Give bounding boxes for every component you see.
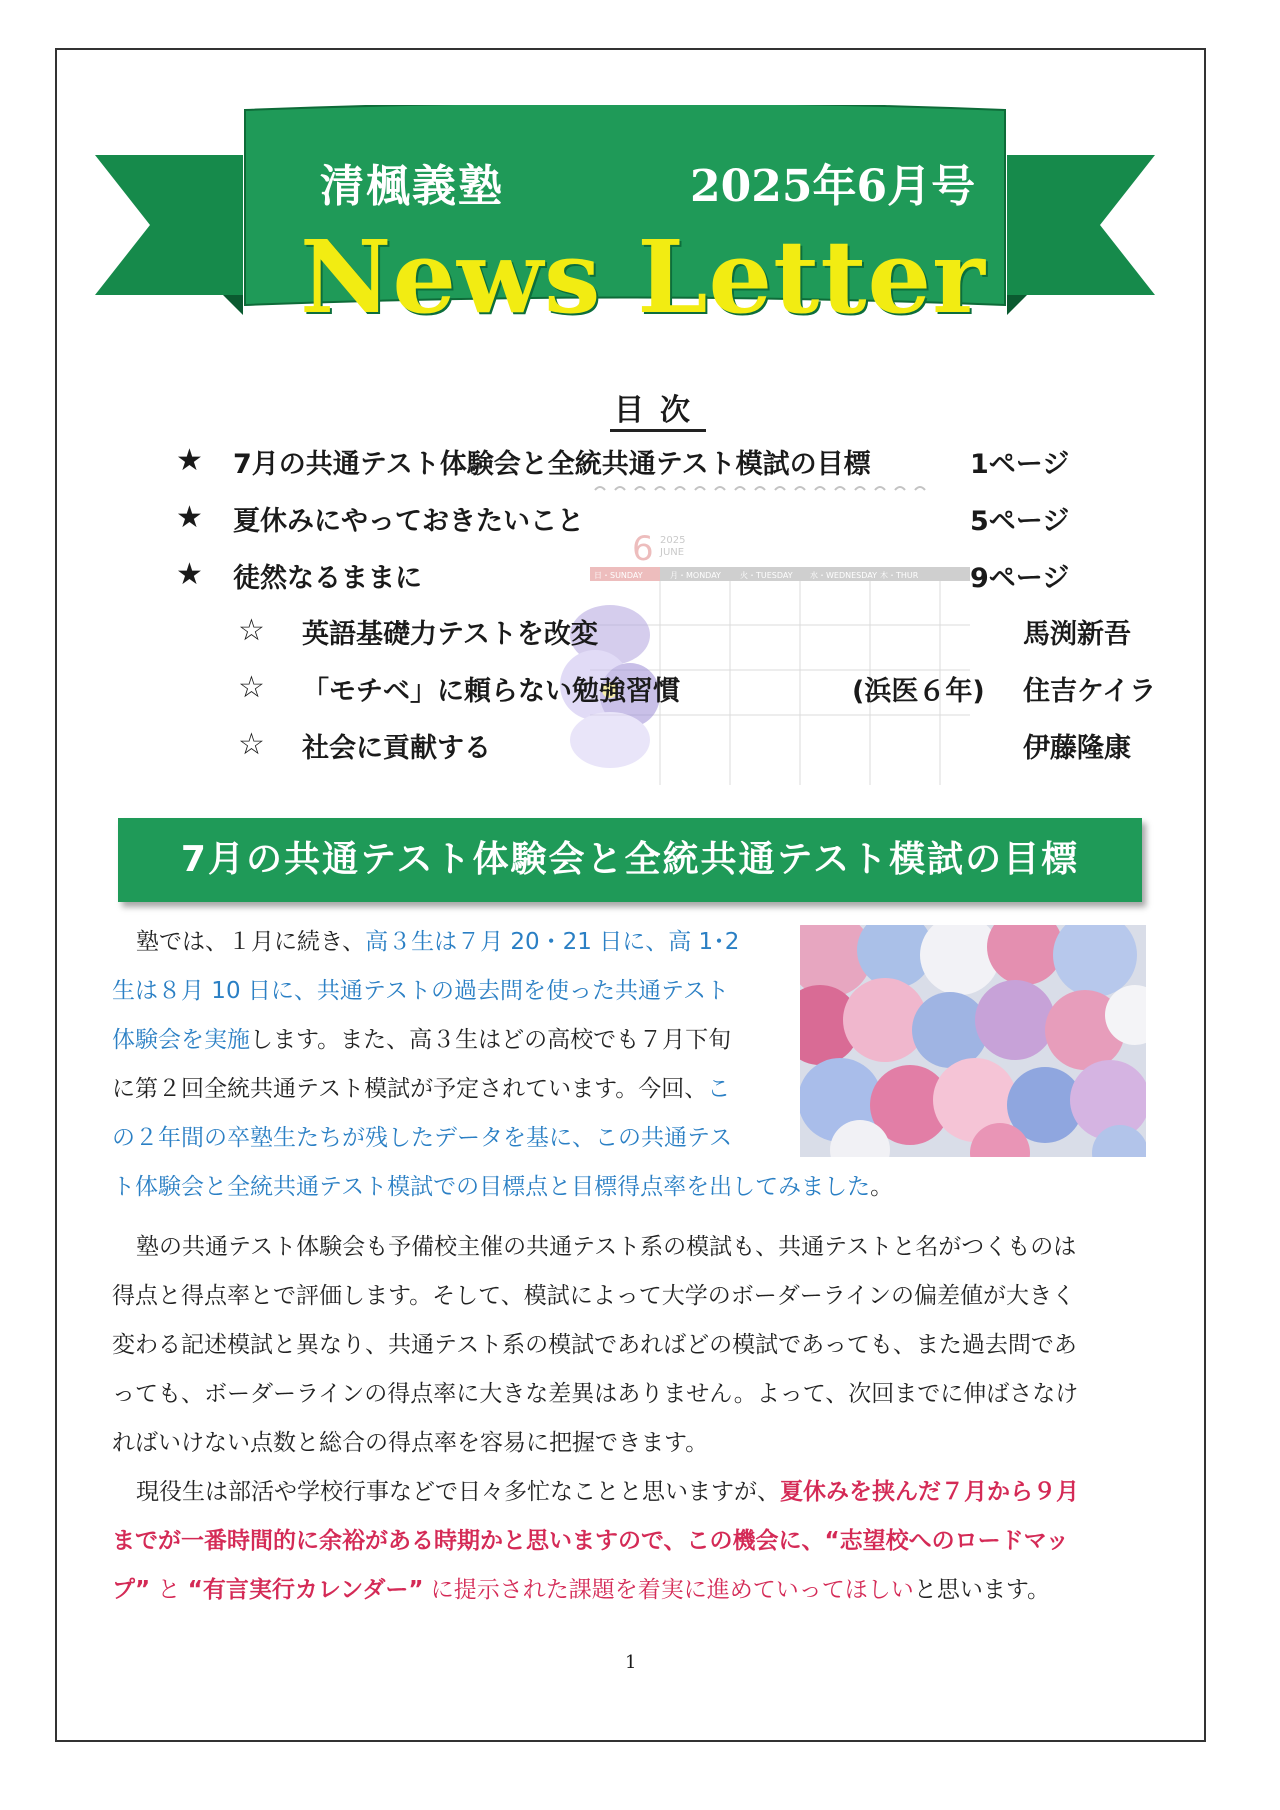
p3-text: 現役生は部活や学校行事などで日々多忙なことと思いますが、	[136, 1479, 780, 1505]
toc-item-2-page: 5ページ	[970, 506, 1070, 537]
p3-text-red: と	[150, 1577, 188, 1603]
calendar-year: 2025	[660, 535, 686, 546]
paragraph-1	[112, 918, 792, 1163]
calendar-day-mon: 月・MONDAY	[670, 571, 721, 580]
calendar-month: 6	[632, 529, 654, 569]
paragraph-3	[112, 1468, 1152, 1615]
issue-date: 2025年6月号	[690, 161, 976, 212]
toc-item-1-title: 7月の共通テスト体験会と全統共通テスト模試の目標	[233, 449, 871, 480]
toc-sub-item-1-author: 馬渕新吾	[1023, 619, 1131, 650]
toc-heading: 目次	[610, 385, 706, 432]
toc-sub-star-3: ☆	[238, 727, 265, 762]
toc-star-3: ★	[176, 557, 203, 592]
school-name: 清楓義塾	[320, 161, 504, 212]
calendar-day-wed: 水・WEDNESDAY	[810, 571, 877, 580]
p3-highlight: “志望校へのロードマッ	[824, 1528, 1069, 1554]
p3-text-red: に提示された課題を着実に進めていってほしい	[423, 1577, 914, 1603]
p1-line: 生は８月 10 日に、共通テストの過去問を使った共通テスト	[112, 978, 730, 1004]
calendar-day-tue: 火・TUESDAY	[740, 571, 793, 580]
p1-highlight: 高３生は７月 20・21 日に、高 1･2	[365, 929, 740, 955]
p3-highlight: “有言実行カレンダー”	[187, 1577, 424, 1603]
toc-item-3-page: 9ページ	[970, 563, 1070, 594]
toc-sub-star-1: ☆	[238, 613, 265, 648]
toc-sub-item-2-note: (浜医６年)	[852, 676, 985, 707]
paragraph-1-end	[112, 1163, 1142, 1212]
p2-line: 変わる記述模試と異なり、共通テスト系の模試であればどの模試であっても、また過去問であ	[112, 1332, 1077, 1358]
section-title: 7月の共通テスト体験会と全統共通テスト模試の目標	[118, 818, 1142, 902]
calendar-day-sun: 日・SUNDAY	[594, 571, 643, 580]
toc-sub-item-1-title: 英語基礎力テストを改変	[302, 619, 598, 650]
p1-text: します。また、高３生はどの高校でも７月下旬	[250, 1027, 732, 1053]
p2-line: ればいけない点数と総合の得点率を容易に把握できます。	[112, 1430, 709, 1456]
toc-sub-item-3-title: 社会に貢献する	[302, 733, 491, 764]
calendar-day-thu: 木・THUR	[880, 571, 919, 580]
toc-item-1-page: 1ページ	[970, 449, 1070, 480]
p1-text: 塾では、１月に続き、	[136, 929, 366, 955]
p2-line: 得点と得点率とで評価します。そして、模試によって大学のボーダーラインの偏差値が大きく	[112, 1283, 1076, 1309]
toc-sub-item-3-author: 伊藤隆康	[1023, 733, 1131, 764]
p3-highlight: までが一番時間的に余裕がある時期かと思いますので、この機会に、	[112, 1528, 825, 1554]
p3-highlight: プ”	[112, 1577, 151, 1603]
toc-item-2-title: 夏休みにやっておきたいこと	[233, 506, 584, 537]
p3-text: と思います。	[913, 1577, 1050, 1603]
toc-star-2: ★	[176, 500, 203, 535]
toc-sub-star-2: ☆	[238, 670, 265, 705]
p3-highlight: 夏休みを挟んだ７月から９月	[780, 1479, 1079, 1505]
p1-text: に第２回全統共通テスト模試が予定されています。今回、	[112, 1076, 708, 1102]
p1-text: 。	[870, 1174, 894, 1200]
toc-star-1: ★	[176, 443, 203, 478]
hydrangea-photo	[800, 925, 1146, 1157]
paragraph-2	[112, 1223, 1152, 1468]
toc-sub-item-2-author: 住吉ケイラ	[1023, 676, 1157, 707]
calendar-month-name: JUNE	[660, 547, 685, 558]
p1-highlight: こ	[707, 1076, 731, 1102]
p1-line: の２年間の卒塾生たちが残したデータを基に、この共通テス	[112, 1125, 733, 1151]
p1-highlight: 体験会を実施	[112, 1027, 250, 1053]
newsletter-title: News Letter	[300, 218, 986, 336]
toc-sub-item-2-title: 「モチベ」に頼らない勉強習慣	[302, 676, 680, 707]
p2-line: 塾の共通テスト体験会も予備校主催の共通テスト系の模試も、共通テストと名がつくものは	[136, 1234, 1077, 1260]
page-number: 1	[625, 1652, 637, 1673]
p2-line: っても、ボーダーラインの得点率に大きな差異はありません。よって、次回までに伸ばさなけ	[112, 1381, 1079, 1407]
p1-highlight: ト体験会と全統共通テスト模試での目標点と目標得点率を出してみました	[112, 1174, 871, 1200]
toc-item-3-title: 徒然なるままに	[233, 563, 422, 594]
